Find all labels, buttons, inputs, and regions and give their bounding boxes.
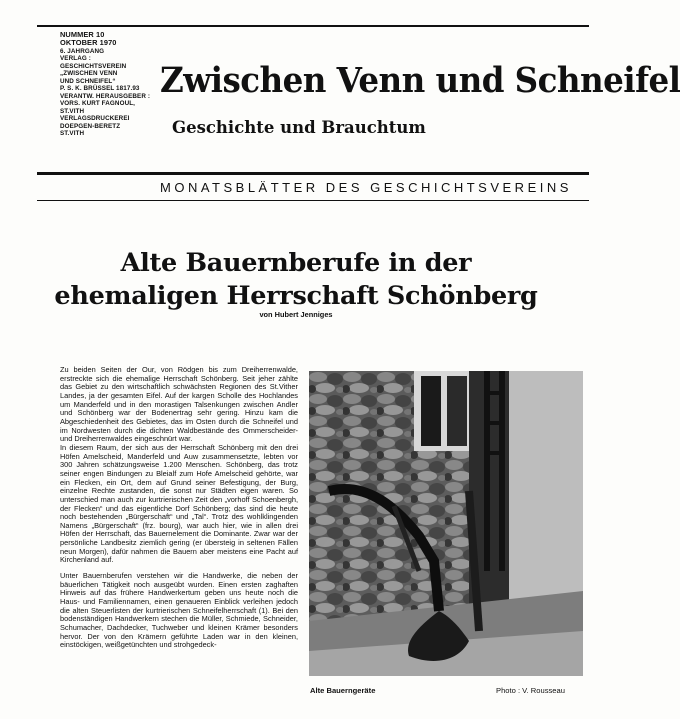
info-line: VORS. KURT FAGNOUL,	[60, 100, 136, 108]
article-photo	[309, 371, 583, 676]
info-line: ST.VITH	[60, 107, 85, 115]
photo-caption: Alte Bauerngeräte	[310, 686, 376, 695]
info-line: P. S. K. BRÜSSEL 1817.93	[60, 85, 140, 93]
article-title-line: ehemaligen Herrschaft Schönberg	[54, 281, 538, 311]
masthead-subtitle: Geschichte und Brauchtum	[172, 118, 426, 137]
info-line: 6. JAHRGANG	[60, 47, 105, 55]
info-line: „ZWISCHEN VENN	[60, 70, 118, 78]
series-underline-rule	[37, 200, 589, 201]
article-title-line: Alte Bauernberufe in der	[120, 248, 472, 278]
article-byline: von Hubert Jenniges	[259, 310, 333, 319]
photo-credit: Photo : V. Rousseau	[496, 686, 565, 695]
body-paragraph: Unter Bauernberufen verstehen wir die Handwerke, die neben der bäuerlichen Tätigkeit noch ausgeübt wurden. Einen ersten zaghaften Hinweis auf das frühere Handwerkertum geben uns heute noch die Haus- und Familiennamen, einen genaueren Einblick verleihen jedoch die alten Steuerlisten der kurtrierischen Schneifelherrschaft (1). Bei den bodenständigen Handwerkern stechen die Müller, Schmiede, Schneider, Schumacher, Dachdecker, Tuchweber und kleinen Krämer besonders hervor. Der von den Krämern geführte Laden war in den kleinen, einstöckigen, weißgetünchten und strohgedeck-	[60, 571, 298, 650]
info-line: VERLAG :	[60, 55, 91, 63]
farm-tools-photo-image	[309, 371, 583, 676]
body-paragraph: Zu beiden Seiten der Our, von Rödgen bis zum Dreiherrenwalde, erstreckte sich die ehemalige Herrschaft Schönberg. Seit jeher zählte das Gebiet zu den wirtschaftlich schwächsten Regionen des St.Vither Landes, ja der gesamten Eifel. Auf der kargen Scholle des Hochlandes um Manderfeld und in den morastigen Talsenkungen zwischen Andler und Schönberg war der Bodenertrag sehr gering. Hinzu kam die Abgeschiedenheit des Gebietes, das im Osten durch die Schneifel und im Nordwesten durch die dichten Waldbestände des Ommerscheider- und Dreiherrenwaldes eingeschnürt war.	[60, 365, 298, 444]
info-line: VERANTW. HERAUSGEBER :	[60, 92, 151, 100]
info-line: VERLAGSDRUCKEREI	[60, 115, 130, 123]
issue-date: OKTOBER 1970	[60, 38, 117, 48]
header-top-rule	[37, 25, 589, 27]
article-body	[60, 366, 298, 650]
series-label: MONATSBLÄTTER DES GESCHICHTSVEREINS	[160, 180, 572, 195]
article-title	[40, 247, 552, 313]
info-line: DOEPGEN-BERETZ	[60, 122, 121, 130]
info-line: UND SCHNEIFEL“	[60, 77, 116, 85]
issue-number: NUMMER 10	[60, 30, 105, 39]
header-bottom-rule	[37, 172, 589, 175]
info-line: ST.VITH	[60, 130, 85, 138]
body-paragraph: In diesem Raum, der sich aus der Herrschaft Schönberg mit den drei Höfen Amelscheid, Manderfeld und Auw zusammensetzte, lebten vor 300 Jahren schätzungsweise 1.200 Menschen. Schönberg, das trotz seiner engen Bindungen zu Bleialf zum Hofe Amelscheid gehörte, war ein Flecken, ein Ort, dem auf Grund seiner Befestigung, der Burg, einzelne Rechte zustanden, die sonst nur Städten eigen waren. So unterschied man auch zur kurtrierischen Zeit den „vorhoff Schoenbergh, der Flecken“ und das eigentliche Dorf Schönberg; das sind die heute noch bestehenden „Bürgerschaft“ und „Tal“. Trotz des wohlklingenden Namens „Bürgerschaft“ (frz. bourg), war auch hier, wie in allen drei Höfen der Herrschaft, das Bauernelement die Dominante. Zwar war der persönliche Landbesitz ziemlich gering (er übersteig in seltenen Fällen neun Morgen), dafür nahmen die Bauern aber meistens eine Pacht auf Kirchenland auf.	[60, 442, 298, 565]
masthead-title: Zwischen Venn und Schneifel	[160, 60, 680, 101]
masthead-info-block	[60, 31, 160, 138]
info-line: GESCHICHTSVEREIN	[60, 62, 127, 70]
